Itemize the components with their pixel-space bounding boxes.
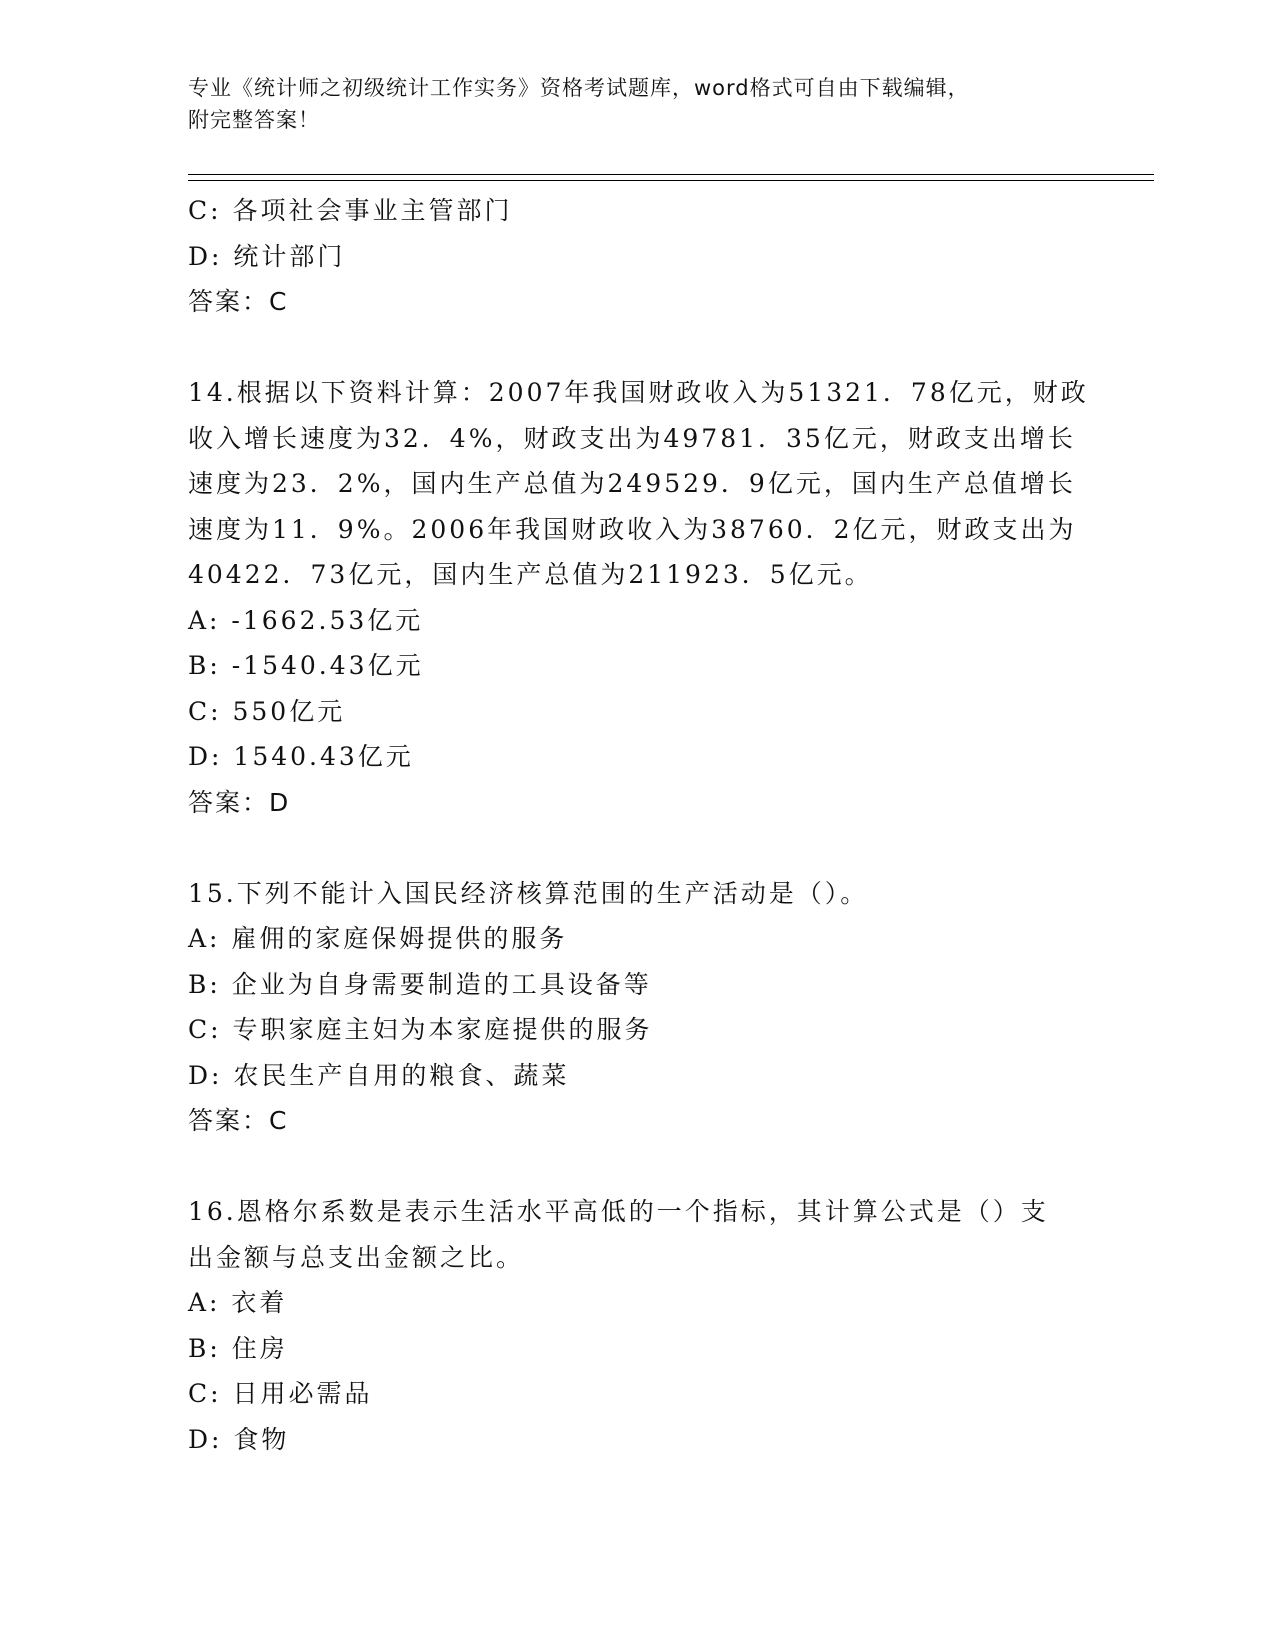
option-c: C: 各项社会事业主管部门 <box>188 196 513 225</box>
prev-question <box>188 188 1088 325</box>
question-stem-line: 14.根据以下资料计算：2007年我国财政收入为51321．78亿元，财政 <box>188 378 1089 407</box>
answer: 答案：C <box>188 287 289 316</box>
header-divider-top <box>188 174 1154 175</box>
header-line-1: 专业《统计师之初级统计工作实务》资格考试题库，word格式可自由下载编辑， <box>188 76 970 100</box>
question-stem-line: 速度为23．2%，国内生产总值为249529．9亿元，国内生产总值增长 <box>188 469 1076 498</box>
option-c: C: 专职家庭主妇为本家庭提供的服务 <box>188 1015 653 1044</box>
option-c: C: 日用必需品 <box>188 1379 373 1408</box>
question-stem-line: 16.恩格尔系数是表示生活水平高低的一个指标，其计算公式是（）支 <box>188 1197 1049 1226</box>
option-d: D: 统计部门 <box>188 241 346 271</box>
question-stem-line: 出金额与总支出金额之比。 <box>188 1242 525 1272</box>
question-15 <box>188 871 1088 1144</box>
question-14 <box>188 370 1088 825</box>
option-b: B: -1540.43亿元 <box>188 651 424 680</box>
question-stem-line: 40422．73亿元，国内生产总值为211923．5亿元。 <box>188 560 873 589</box>
question-stem-line: 收入增长速度为32．4%，财政支出为49781．35亿元，财政支出增长 <box>188 423 1076 453</box>
question-stem-line: 速度为11．9%。2006年我国财政收入为38760．2亿元，财政支出为 <box>188 514 1077 544</box>
option-d: D: 食物 <box>188 1424 290 1454</box>
option-a: A: 衣着 <box>188 1288 288 1317</box>
option-d: D: 1540.43亿元 <box>188 742 414 771</box>
question-16 <box>188 1189 1088 1462</box>
option-c: C: 550亿元 <box>188 696 346 726</box>
option-b: B: 企业为自身需要制造的工具设备等 <box>188 969 652 999</box>
question-content <box>188 188 1088 1462</box>
option-a: A: -1662.53亿元 <box>188 605 424 635</box>
header-line-2: 附完整答案！ <box>188 108 320 132</box>
answer: 答案：C <box>188 1106 289 1135</box>
option-d: D: 农民生产自用的粮食、蔬菜 <box>188 1060 570 1090</box>
document-header <box>188 72 1068 136</box>
question-stem-line: 15.下列不能计入国民经济核算范围的生产活动是（）。 <box>188 878 869 908</box>
option-b: B: 住房 <box>188 1333 288 1363</box>
header-divider-bottom <box>188 180 1154 181</box>
answer: 答案：D <box>188 787 291 817</box>
option-a: A: 雇佣的家庭保姆提供的服务 <box>188 924 568 953</box>
